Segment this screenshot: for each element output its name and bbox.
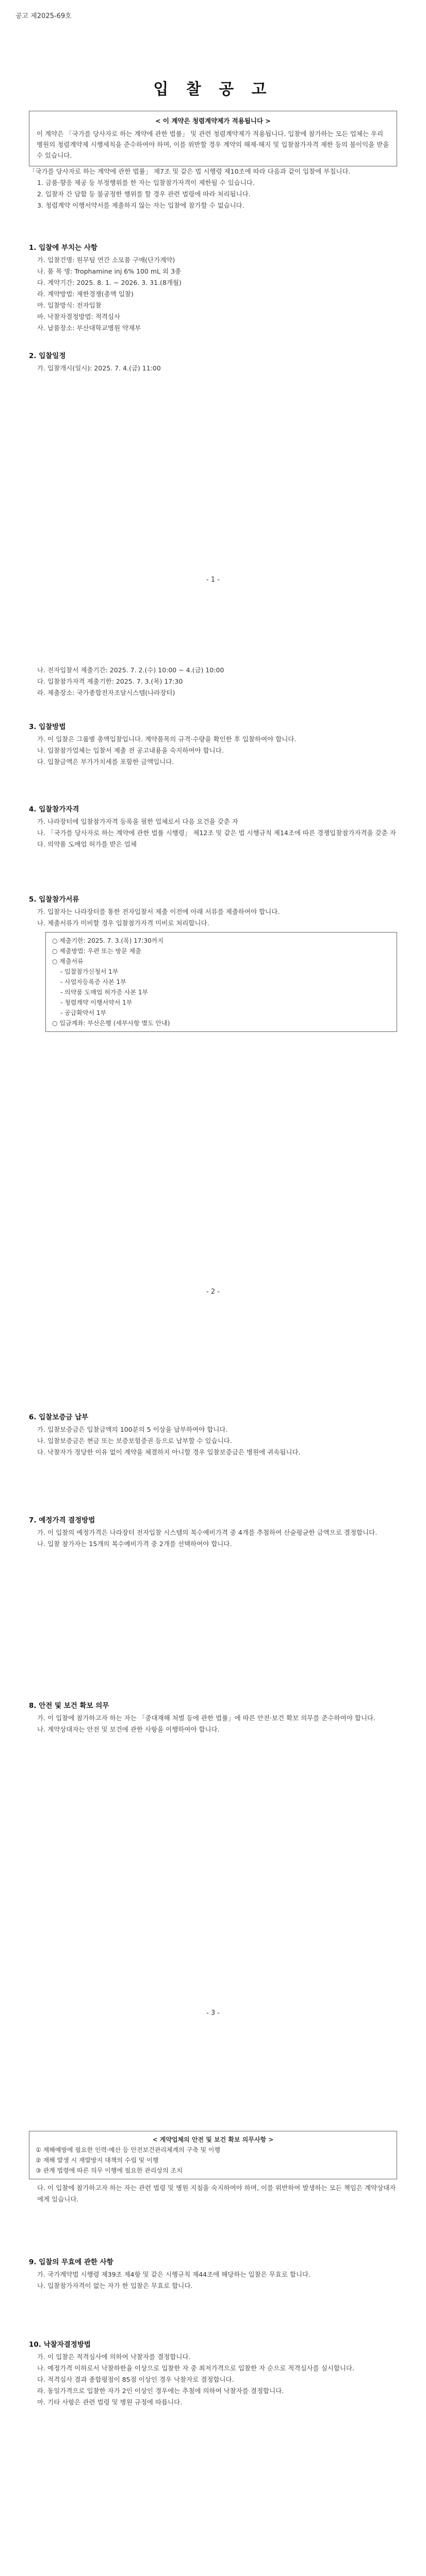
section-line: 가. 입찰자는 나라장터를 통한 전자입찰서 제출 이전에 아래 서류를 제출하여야 합니다. (37, 908, 280, 916)
section-heading: 2. 입찰일정 (29, 352, 66, 360)
section-9 (29, 2257, 397, 2292)
section-2 (29, 350, 397, 374)
section-line: 나. 입찰참가업체는 입찰서 제출 전 공고내용을 숙지하여야 합니다. (37, 747, 224, 754)
section-line: 가. 이 입찰의 예정가격은 나라장터 전자입찰 시스템의 복수예비가격 중 4개를 추첨하여 산술평균한 금액으로 결정합니다. (37, 1529, 378, 1536)
section-heading: 4. 입찰참가자격 (29, 805, 79, 814)
section-line: 가. 입찰건명: 원무팀 연간 소모품 구매(단가계약) (37, 256, 175, 264)
page-4-content (29, 2128, 397, 2205)
document-number: 공고 제2025-69호 (15, 12, 72, 20)
section-line: 마. 기타 사항은 관련 법령 및 병원 규정에 따릅니다. (37, 2398, 183, 2406)
section-line: 라. 동일가격으로 입찰한 자가 2인 이상인 경우에는 추첨에 의하여 낙찰자를 결정합니다. (37, 2387, 284, 2395)
section-line: 라. 제출장소: 국가종합전자조달시스템(나라장터) (37, 689, 175, 697)
safety-duties-box (29, 2131, 397, 2179)
section-line: 다. 입찰금액은 부가가치세를 포함한 금액입니다. (37, 758, 174, 766)
section-1 (29, 242, 397, 334)
section-line: 가. 입찰개시(일시): 2025. 7. 4.(금) 11:00 (37, 364, 161, 372)
box-line: - 사업자등록증 사본 1부 (60, 978, 126, 986)
section-line: 바. 낙찰자결정방법: 적격심사 (37, 313, 121, 320)
page-title: 입 찰 공 고 (153, 80, 273, 98)
section-line: 나. 입찰참가자격이 없는 자가 한 입찰은 무효로 합니다. (37, 2282, 193, 2290)
section-line: 나. 예정가격 이하로서 낙찰하한율 이상으로 입찰한 자 중 최저가격으로 입찰한 자 순으로 적격심사를 실시합니다. (37, 2364, 355, 2372)
section-line: 나. 입찰보증금은 현금 또는 보증보험증권 등으로 납부할 수 있습니다. (37, 1437, 232, 1445)
section-heading: 7. 예정가격 결정방법 (29, 1516, 95, 1524)
section-line: 다. 입찰참가자격 제출기한: 2025. 7. 3.(목) 17:30 (37, 677, 183, 685)
intro-line: 3. 청렴계약 이행서약서를 제출하지 않는 자는 입찰에 참가할 수 없습니다. (37, 201, 244, 209)
section-heading: 6. 입찰보증금 납부 (29, 1413, 89, 1421)
page-number: - 2 - (206, 1288, 220, 1296)
section-heading: 5. 입찰참가서류 (29, 895, 79, 904)
section-line: 가. 나라장터에 입찰참가자격 등록을 필한 업체로서 다음 요건을 갖춘 자 (37, 818, 238, 825)
section-line: 나. 제출서류가 미비할 경우 입찰참가자격 미비로 처리합니다. (37, 919, 209, 927)
section-line: 가. 입찰보증금은 입찰금액의 100분의 5 이상을 납부하여야 합니다. (37, 1426, 228, 1433)
section-line: 다. 적격심사 결과 종합평점이 85점 이상인 경우 낙찰자로 결정합니다. (37, 2376, 234, 2383)
section-line: 다. 낙찰자가 정당한 이유 없이 계약을 체결하지 아니할 경우 입찰보증금은 병원에 귀속됩니다. (37, 1448, 301, 1456)
box-line: - 의약품 도매업 허가증 사본 1부 (60, 989, 149, 996)
box-line: ① 재해예방에 필요한 인력·예산 등 안전보건관리체계의 구축 및 이행 (36, 2146, 221, 2154)
box-line: ○ 입금계좌: 부산은행 (세부사항 별도 안내) (52, 1020, 170, 1027)
section-line: 나. 입찰 참가자는 15개의 복수예비가격 중 2개를 선택하여야 합니다. (37, 1540, 232, 1548)
box-line: ③ 관계 법령에 따른 의무 이행에 필요한 관리상의 조치 (36, 2167, 183, 2174)
box-line: ○ 제출방법: 우편 또는 방문 제출 (52, 947, 141, 955)
section-heading: 10. 낙찰자결정방법 (29, 2341, 91, 2349)
integrity-notice-box (29, 111, 397, 166)
box-line: ○ 제출서류 (52, 958, 84, 965)
intro-line: 「국가를 당사자로 하는 계약에 관한 법률」 제7조 및 같은 법 시행령 제10조에 따라 다음과 같이 입찰에 부칩니다. (29, 167, 351, 175)
section-line: 라. 계약방법: 제한경쟁(총액 입찰) (37, 290, 134, 298)
integrity-notice-text: 이 계약은 「국가를 당사자로 하는 계약에 관한 법률」 및 관련 청렴계약제가 적용됩니다. 입찰에 참가하는 모든 업체는 우리 병원의 청렴계약제 시행세칙을 준수하여야 하며, 이를 위반할 경우 계약의 해제·해지 및 입찰참가자격 제한 등의 불이익을 받을 수 있습니다. (37, 130, 389, 159)
section-heading: 3. 입찰방법 (29, 723, 66, 731)
box-line: - 청렴계약 이행서약서 1부 (60, 999, 133, 1006)
box-line: ○ 제출기한: 2025. 7. 3.(목) 17:30까지 (52, 937, 163, 944)
box-title: < 계약업체의 안전 및 보건 확보 의무사항 > (152, 2136, 274, 2143)
section-line: 다. 의약품 도매업 허가를 받은 업체 (37, 840, 137, 848)
section-line: 사. 납품장소: 부산대학교병원 약제부 (37, 324, 141, 332)
section-line: 가. 국가계약법 시행령 제39조 제4항 및 같은 시행규칙 제44조에 해당하는 입찰은 무효로 합니다. (37, 2270, 311, 2278)
section-line: 다. 이 입찰에 참가하고자 하는 자는 관련 법령 및 병원 지침을 숙지하여야 하며, 이를 위반하여 발생하는 모든 책임은 계약상대자에게 있습니다. (37, 2184, 396, 2203)
section-line: 나. 전자입찰서 제출기간: 2025. 7. 2.(수) 10:00 ~ 4.(금) 10:00 (37, 666, 224, 674)
intro-line: 1. 금품·향응 제공 등 부정행위를 한 자는 입찰참가자격이 제한될 수 있습니다. (37, 179, 255, 187)
section-line: 가. 이 입찰에 참가하고자 하는 자는 「중대재해 처벌 등에 관한 법률」에 따른 안전·보건 확보 의무를 준수하여야 합니다. (37, 1714, 375, 1722)
integrity-notice-title: < 이 계약은 청렴계약제가 적용됩니다 > (155, 117, 271, 125)
section-8 (29, 1700, 397, 1735)
section-line: 나. 계약상대자는 안전 및 보건에 관한 사항을 이행하여야 합니다. (37, 1725, 220, 1733)
submission-box (45, 932, 397, 1032)
box-line: ② 재해 발생 시 재발방지 대책의 수립 및 이행 (36, 2157, 159, 2164)
section-2-continued (29, 665, 397, 699)
section-heading: 9. 입찰의 무효에 관한 사항 (29, 2258, 113, 2266)
section-line: 마. 입찰방식: 전자입찰 (37, 301, 102, 309)
section-line: 나. 「국가를 당사자로 하는 계약에 관한 법률 시행령」 제12조 및 같은 법 시행규칙 제14조에 따른 경쟁입찰참가자격을 갖춘 자 (37, 829, 396, 837)
section-heading: 8. 안전 및 보건 확보 의무 (29, 1702, 109, 1710)
section-7 (29, 1515, 397, 1550)
box-line: - 공급확약서 1부 (60, 1009, 107, 1016)
section-line: 다. 계약기간: 2025. 8. 1. ~ 2026. 3. 31.(8개월) (37, 279, 182, 286)
box-line: - 입찰참가신청서 1부 (60, 968, 119, 975)
section-3 (29, 721, 397, 768)
intro-section (29, 166, 397, 211)
page-number: - 1 - (206, 576, 220, 584)
section-4 (29, 804, 397, 850)
section-6 (29, 1412, 397, 1458)
page-number: - 3 - (206, 2009, 220, 2017)
section-line: 가. 이 입찰은 그룹별 총액입찰입니다. 계약품목의 규격·수량을 확인한 후 입찰하여야 합니다. (37, 735, 297, 743)
section-10 (29, 2339, 397, 2408)
section-heading: 1. 입찰에 부치는 사항 (29, 244, 97, 252)
intro-line: 2. 입찰자 간 담합 등 불공정한 행위를 할 경우 관련 법령에 따라 처리됩니다. (37, 190, 251, 198)
section-line: 가. 이 입찰은 적격심사에 의하여 낙찰자를 결정합니다. (37, 2353, 191, 2361)
section-5 (29, 894, 397, 1035)
section-line: 나. 품 목 명: Trophamine inj 6% 100 mL 외 3종 (37, 267, 182, 275)
